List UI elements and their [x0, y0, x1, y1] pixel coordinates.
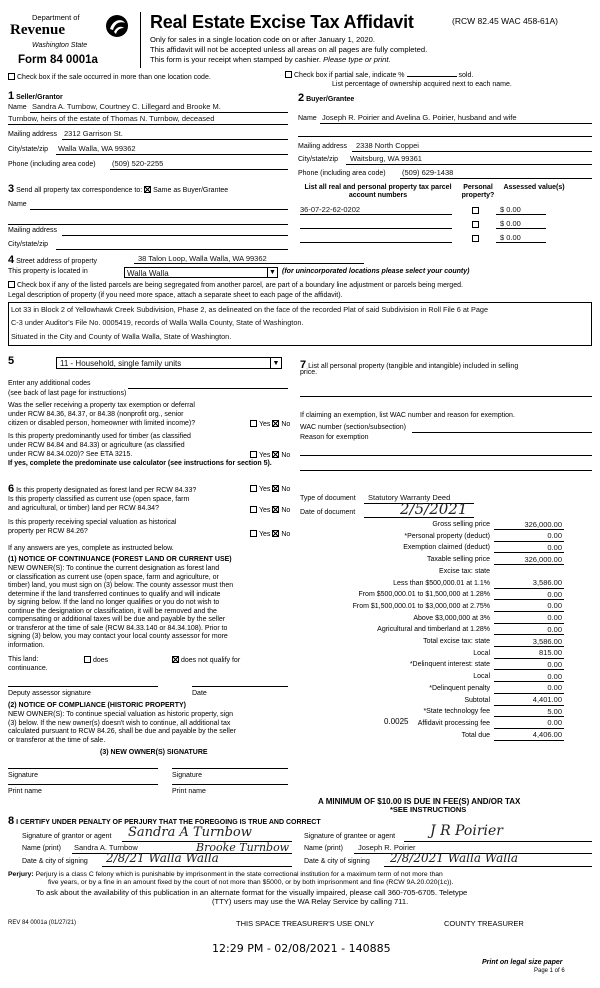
- does-check[interactable]: does: [84, 656, 108, 665]
- additional-grantor-signature[interactable]: Brooke Turnbow: [196, 841, 290, 854]
- timber-yes-no[interactable]: Yes No: [250, 451, 290, 460]
- assessed-value[interactable]: $ 0.00: [500, 219, 521, 228]
- property-street[interactable]: 38 Talon Loop, Walla Walla, WA 99362: [138, 254, 267, 263]
- grantor-signature[interactable]: Sandra A Turnbow: [128, 825, 252, 840]
- tax-row-label: *Delinquent interest: state: [409, 661, 490, 669]
- tax-row-value[interactable]: 326,000.00: [524, 519, 562, 529]
- corr-name-label: Name: [8, 201, 27, 208]
- cashier-stamp: 12:29 PM - 02/08/2021 - 140885: [212, 942, 391, 955]
- addl-codes-label: Enter any additional codes: [8, 380, 91, 387]
- buyer-name-label: Name: [298, 115, 317, 122]
- any-yes-note: If any answers are yes, complete as instructed below.: [8, 545, 174, 552]
- legal-paper-note: Print on legal size paper: [482, 959, 563, 966]
- tax-row-label: Less than $500,000.01 at 1.1%: [393, 579, 490, 587]
- personal-property-checkbox[interactable]: [472, 221, 479, 228]
- owner-signature-label: Signature: [8, 772, 38, 779]
- corr-city-label: City/state/zip: [8, 241, 49, 248]
- tax-row-label: Local: [473, 649, 490, 657]
- seller-mail-label: Mailing address: [8, 131, 58, 138]
- tax-row-value[interactable]: 0.00: [547, 624, 562, 634]
- doc-type-label: Type of document: [300, 495, 356, 502]
- tax-row-value[interactable]: 4,406.00: [532, 730, 562, 740]
- tax-row-value[interactable]: 0.00: [547, 531, 562, 541]
- parcel-number[interactable]: 36-07-22-62-0202: [300, 205, 361, 214]
- grantor-name-label: Name (print): [22, 845, 61, 852]
- located-label: This property is located in: [8, 268, 88, 275]
- buyer-city[interactable]: Waitsburg, WA 99361: [350, 154, 422, 163]
- historic-question-2: property per RCW 84.26?: [8, 528, 88, 535]
- tax-row-value[interactable]: 0.00: [547, 613, 562, 623]
- timber-note: If yes, complete the predominate use calculator (see instructions for section 5).: [8, 460, 272, 467]
- assessed-value[interactable]: $ 0.00: [500, 233, 521, 242]
- dept-line2: Revenue: [10, 22, 65, 38]
- grantee-signature[interactable]: J R Poirier: [430, 823, 503, 839]
- tax-row-value[interactable]: 3,586.00: [532, 578, 562, 587]
- continuance-label: continuance.: [8, 665, 48, 672]
- buyer-city-label: City/state/zip: [298, 156, 339, 163]
- forest-yes-no[interactable]: Yes No: [250, 485, 290, 494]
- alt-format-line-1: To ask about the availability of this publication in an alternate format for the visually impaired, please call 360-705-6705. Teletype: [36, 888, 468, 897]
- chevron-down-icon: ▼: [267, 268, 277, 278]
- historic-question: Is this property receiving special valuation as historical: [8, 519, 177, 526]
- county-note: (for unincorporated locations please select your county): [282, 268, 470, 275]
- land-use-select[interactable]: [56, 357, 282, 369]
- buyer-heading: 2 Buyer/Grantee: [298, 92, 355, 104]
- dept-line1: Department of: [32, 13, 80, 22]
- tax-row-value[interactable]: 0.00: [547, 671, 562, 681]
- tax-row-label: From $500,000.01 to $1,500,000 at 1.28%: [358, 591, 490, 599]
- forest-question: 6 Is this property designated as forest land per RCW 84.33?: [8, 483, 197, 495]
- grantor-signature-label: Signature of grantor or agent: [22, 833, 112, 840]
- form-citation: (RCW 82.45 WAC 458-61A): [452, 16, 558, 26]
- exemption-yes-no[interactable]: Yes No: [250, 420, 290, 429]
- buyer-mail-label: Mailing address: [298, 143, 348, 150]
- street-label: 4 Street address of property: [8, 254, 98, 266]
- grantee-name[interactable]: Joseph R. Poirier: [358, 843, 416, 852]
- legal-label: Legal description of property (if you need more space, attach a separate sheet to each page of the affidavit).: [8, 292, 343, 299]
- subtitle-3: This form is your receipt when stamped by cashier. Please type or print.: [150, 55, 391, 64]
- subtitle-1: Only for sales in a single location code on or after January 1, 2020.: [150, 35, 375, 44]
- seller-city-label: City/state/zip: [8, 146, 49, 153]
- doc-date-label: Date of document: [300, 509, 356, 516]
- tax-row-value[interactable]: 0.00: [547, 542, 562, 552]
- corr-mail-label: Mailing address: [8, 227, 58, 234]
- dept-line3: Washington State: [32, 42, 88, 49]
- multi-location-check[interactable]: Check box if the sale occurred in more than one location code.: [8, 73, 211, 82]
- current-use-question: Is this property classified as current use (open space, farm: [8, 496, 190, 503]
- personal-property-checkbox[interactable]: [472, 207, 479, 214]
- page-number: Page 1 of 6: [534, 968, 565, 974]
- exemption-question-2: under RCW 84.36, 84.37, or 84.38 (nonprofit org., senior: [8, 411, 184, 418]
- county-select[interactable]: [124, 267, 278, 278]
- subtitle-2: This affidavit will not be accepted unless all areas on all pages are fully completed.: [150, 45, 428, 54]
- perjury-line-2: five years, or by a fine in an amount fixed by the court of not more than $5000, or by both imprisonment and fine (RCW 9A.20.020(1c)).: [48, 879, 454, 886]
- tax-row-label: *State technology fee: [423, 708, 490, 716]
- seller-mail[interactable]: 2312 Garrison St.: [64, 129, 123, 138]
- tax-row-label: Agricultural and timberland at 1.28%: [377, 626, 490, 634]
- deputy-date-label: Date: [192, 690, 207, 697]
- tax-row-value[interactable]: 0.00: [547, 718, 562, 728]
- revenue-swirl-icon: [104, 13, 130, 39]
- doc-date[interactable]: 2/5/2021: [400, 500, 468, 518]
- segregated-check[interactable]: Check box if any of the listed parcels are being segregated from another parcel, are part of a boundary line adjustment or parcels being merged.: [8, 281, 463, 290]
- exemption-label: If claiming an exemption, list WAC number and reason for exemption.: [300, 412, 515, 419]
- buyer-phone-label: Phone (including area code): [298, 170, 386, 177]
- timber-question-3: under RCW 84.34.020)? See ETA 3215.: [8, 451, 133, 458]
- legal-description-box[interactable]: [8, 302, 592, 346]
- historic-yes-no[interactable]: Yes No: [250, 530, 290, 539]
- assessed-col-header: Assessed value(s): [503, 184, 565, 191]
- certify-heading: 8 I CERTIFY UNDER PENALTY OF PERJURY THAT THE FOREGOING IS TRUE AND CORRECT: [8, 815, 321, 827]
- tax-row-label: Above $3,000,000 at 3%: [413, 614, 490, 622]
- grantor-date-city[interactable]: 2/8/21 Walla Walla: [106, 851, 219, 865]
- seller-phone[interactable]: (509) 520-2255: [112, 159, 164, 168]
- legal-line-1: Lot 33 in Block 2 of Yellowhawk Creek Subdivision, Phase 2, as delineated on the face of the recorded Plat of said Subdivision in Roll File 6 at Page: [11, 305, 489, 314]
- doc-type[interactable]: Statutory Warranty Deed: [368, 493, 451, 502]
- parcel-col-header: List all real and personal property tax parcel account numbers: [304, 184, 452, 200]
- form-title: Real Estate Excise Tax Affidavit: [150, 12, 414, 32]
- tax-row-label: Total excise tax: state: [423, 638, 490, 645]
- correspondence-heading: 3 Send all property tax correspondence to: Same as Buyer/Grantee: [8, 183, 229, 195]
- see-back: (see back of last page for instructions): [8, 390, 127, 397]
- tax-row-value[interactable]: 0.00: [547, 659, 562, 669]
- tax-row-label: Total due: [461, 731, 490, 739]
- this-land-label: This land:: [8, 656, 39, 663]
- current-use-yes-no[interactable]: Yes No: [250, 506, 290, 515]
- tax-row-value[interactable]: 4,401.00: [532, 695, 562, 704]
- perjury-line-1: Perjury: Perjury is a class C felony which is punishable by imprisonment in the state correctional institution for a maximum term of not more than: [8, 871, 443, 878]
- tax-row-value[interactable]: 5.00: [547, 706, 562, 716]
- land-use-value: 11 - Household, single family units: [60, 359, 182, 368]
- notice-continuance-title: (1) NOTICE OF CONTINUANCE (FOREST LAND OR CURRENT USE): [8, 556, 232, 563]
- seller-city[interactable]: Walla Walla, WA 99362: [58, 144, 136, 153]
- seller-heading: 1 Seller/Grantor: [8, 90, 63, 102]
- county-value: Walla Walla: [127, 269, 169, 278]
- reason-label: Reason for exemption: [300, 434, 369, 441]
- owner-print-name-label: Print name: [8, 788, 42, 795]
- grantee-name-label: Name (print): [304, 845, 343, 852]
- buyer-mail[interactable]: 2338 North Coppei: [356, 141, 419, 150]
- treasurer-use-only: THIS SPACE TREASURER'S USE ONLY: [236, 919, 375, 928]
- same-as-buyer-checkbox[interactable]: [144, 186, 151, 193]
- tax-row-label: Gross selling price: [432, 521, 490, 528]
- legal-line-3: Situated in the City and County of Walla Walla, State of Washington.: [11, 332, 232, 341]
- legal-line-2: C-3 under Auditor's File No. 0005419, records of Walla Walla County, State of Washington.: [11, 318, 304, 327]
- grantor-date-label: Date & city of signing: [22, 858, 88, 865]
- owner-signature-label-2: Signature: [172, 772, 202, 779]
- grantee-signature-label: Signature of grantee or agent: [304, 833, 396, 840]
- grantor-name[interactable]: Sandra A. Turnbow: [74, 843, 138, 852]
- tax-row-label: Subtotal: [464, 696, 490, 704]
- tax-row-label: Exemption claimed (deduct): [403, 544, 490, 552]
- current-use-question-2: and agricultural, or timber) land per RCW 84.34?: [8, 505, 159, 512]
- timber-question: Is this property predominantly used for timber (as classified: [8, 433, 191, 440]
- timber-question-2: under RCW 84.84 and 84.33) or agriculture (as classified: [8, 442, 185, 449]
- seller-name-label: Name: [8, 104, 27, 111]
- revision-number: REV 84 0001a (01/27/21): [8, 920, 77, 926]
- deputy-signature-label: Deputy assessor signature: [8, 690, 91, 697]
- tax-row-value[interactable]: 3,586.00: [532, 636, 562, 646]
- seller-name-2[interactable]: Turnbow, heirs of the estate of Thomas N. Turnbow, deceased: [8, 114, 215, 123]
- tax-row-value[interactable]: 0.00: [547, 683, 562, 693]
- tax-row-value[interactable]: 0.00: [547, 589, 562, 599]
- partial-sale-note: List percentage of ownership acquired next to each name.: [332, 81, 512, 88]
- tax-row-label: Excise tax: state: [439, 567, 490, 575]
- grantee-date-city[interactable]: 2/8/2021 Walla Walla: [390, 851, 519, 865]
- notice-compliance-title: (2) NOTICE OF COMPLIANCE (HISTORIC PROPERTY): [8, 702, 186, 709]
- new-owner-signature-title: (3) NEW OWNER(S) SIGNATURE: [100, 749, 208, 756]
- buyer-phone[interactable]: (509) 629-1438: [402, 168, 454, 177]
- owner-print-name-label-2: Print name: [172, 788, 206, 795]
- tax-row-value[interactable]: 0.00: [547, 601, 562, 611]
- partial-sale-check[interactable]: Check box if partial sale, indicate % sold.: [285, 71, 473, 80]
- buyer-name[interactable]: Joseph R. Poirier and Avelina G. Poirier, husband and wife: [322, 113, 517, 122]
- personal-col-header: Personal property?: [461, 184, 495, 200]
- tax-row-label: Affidavit processing fee: [417, 719, 490, 727]
- wac-label: WAC number (section/subsection): [300, 424, 406, 431]
- sec7-text-2: price.: [300, 369, 318, 376]
- chevron-down-icon: ▼: [270, 358, 281, 369]
- see-instructions: *SEE INSTRUCTIONS: [390, 805, 467, 814]
- tax-row-label: *Delinquent penalty: [429, 684, 490, 692]
- local-rate[interactable]: 0.0025: [384, 717, 409, 726]
- personal-property-checkbox[interactable]: [472, 235, 479, 242]
- minimum-due-note: A MINIMUM OF $10.00 IS DUE IN FEE(S) AND/OR TAX: [318, 797, 521, 806]
- sec7-heading: 7 List all personal property (tangible and intangible) included in selling: [300, 359, 519, 371]
- seller-name-1[interactable]: Sandra A. Turnbow, Courtney C. Lillegard and Brooke M.: [32, 102, 221, 111]
- alt-format-line-2: (TTY) users may use the WA Relay Service by calling 711.: [212, 897, 409, 906]
- county-treasurer: COUNTY TREASURER: [444, 919, 524, 928]
- tax-row-label: Taxable selling price: [426, 556, 490, 564]
- dor-logo: [8, 10, 134, 70]
- tax-row-label: *Personal property (deduct): [404, 532, 490, 540]
- tax-row-label: From $1,500,000.01 to $3,000,000 at 2.75%: [352, 602, 490, 610]
- assessed-value[interactable]: $ 0.00: [500, 205, 521, 214]
- exemption-question: Was the seller receiving a property tax exemption or deferral: [8, 402, 195, 409]
- grantee-date-label: Date & city of signing: [304, 858, 370, 865]
- seller-phone-label: Phone (including area code): [8, 161, 96, 168]
- exemption-question-3: citizen or disabled person, homeowner with limited income)?: [8, 420, 196, 427]
- tax-row-value[interactable]: 326,000.00: [524, 554, 562, 564]
- tax-row-value[interactable]: 815.00: [539, 648, 562, 658]
- sec5-num: 5: [8, 355, 15, 367]
- does-not-check[interactable]: does not qualify for: [172, 656, 240, 665]
- form-number: Form 84 0001a: [18, 54, 98, 66]
- tax-row-label: Local: [473, 673, 490, 681]
